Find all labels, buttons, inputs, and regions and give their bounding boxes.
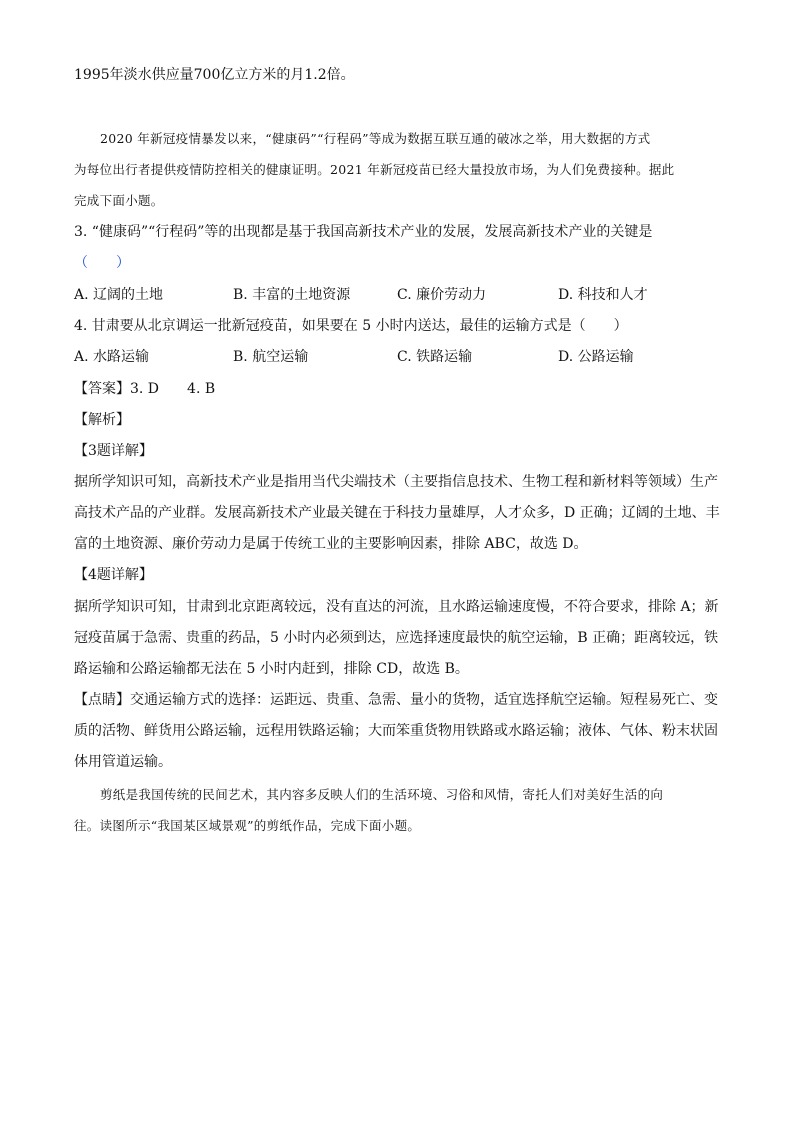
detail3-line1: 据所学知识可知，高新技术产业是指用当代尖端技术（主要指信息技术、生物工程和新材料等领域）生产 <box>74 474 718 490</box>
detail4-line3: 路运输和公路运输都无法在 5 小时内赶到，排除 CD，故选 B。 <box>74 661 469 677</box>
tip-line2: 质的活物、鲜货用公路运输，远程用铁路运输；大而笨重货物用铁路或水路运输；液体、气体、粉末状固 <box>74 723 718 739</box>
detail4-label: 【4题详解】 <box>74 567 153 583</box>
intro-tail-text: 1995年淡水供应量700亿立方米的月1.2倍。 <box>74 67 355 83</box>
q3-option-b: B. 丰富的土地资源 <box>233 287 351 303</box>
detail3-label: 【3题详解】 <box>74 443 153 459</box>
q3-stem: 3. “健康码”“行程码”等的出现都是基于我国高新技术产业的发展，发展高新技术产业的关键是 <box>74 224 653 240</box>
analysis-label: 【解析】 <box>74 412 130 428</box>
q3-option-d: D. 科技和人才 <box>558 287 648 303</box>
passage1-line3: 完成下面小题。 <box>74 193 164 208</box>
tip-line1: 交通运输方式的选择：运距远、贵重、急需、量小的货物，适宜选择航空运输。短程易死亡、变 <box>130 692 718 708</box>
q3-answer-bracket: （ ） <box>74 255 130 271</box>
q4-option-c: C. 铁路运输 <box>397 349 473 365</box>
tip-row <box>74 690 718 710</box>
q4-option-d: D. 公路运输 <box>558 349 634 365</box>
q4-stem: 4. 甘肃要从北京调运一批新冠疫苗，如果要在 5 小时内送达，最佳的运输方式是（ ） <box>74 318 628 334</box>
detail3-line3: 富的土地资源、廉价劳动力是属于传统工业的主要影响因素，排除 ABC，故选 D。 <box>74 536 588 552</box>
tip-line3: 体用管道运输。 <box>74 754 172 770</box>
answer-label: 【答案】 <box>74 381 130 397</box>
passage1-line2: 为每位出行者提供疫情防控相关的健康证明。2021 年新冠疫苗已经大量投放市场，为人们免费接种。据此 <box>74 162 675 177</box>
detail3-line2: 高技术产品的产业群。发展高新技术产业最关键在于科技力量雄厚，人才众多，D 正确；辽阔的土地、丰 <box>74 505 720 521</box>
q3-option-a: A. 辽阔的土地 <box>74 287 164 303</box>
q4-option-a: A. 水路运输 <box>74 349 150 365</box>
passage2-line1: 剪纸是我国传统的民间艺术，其内容多反映人们的生活环境、习俗和风情，寄托人们对美好生活的向 <box>100 787 664 802</box>
detail4-line2: 冠疫苗属于急需、贵重的药品，5 小时内必须到达，应选择速度最快的航空运输，B 正确；距离较远，铁 <box>74 630 719 646</box>
answer-row <box>74 379 215 399</box>
q4-option-b: B. 航空运输 <box>233 349 309 365</box>
tip-label: 【点睛】 <box>74 692 130 708</box>
detail4-line1: 据所学知识可知，甘肃到北京距离较远，没有直达的河流，且水路运输速度慢，不符合要求，排除 A；新 <box>74 599 719 615</box>
passage1-line1: 2020 年新冠疫情暴发以来，“健康码”“行程码”等成为数据互联互通的破冰之举，用大数据的方式 <box>100 131 651 146</box>
q3-option-c: C. 廉价劳动力 <box>397 287 487 303</box>
answer-text: 3. D 4. B <box>130 381 216 397</box>
passage2-line2: 往。读图所示“我国某区域景观”的剪纸作品，完成下面小题。 <box>74 818 421 833</box>
